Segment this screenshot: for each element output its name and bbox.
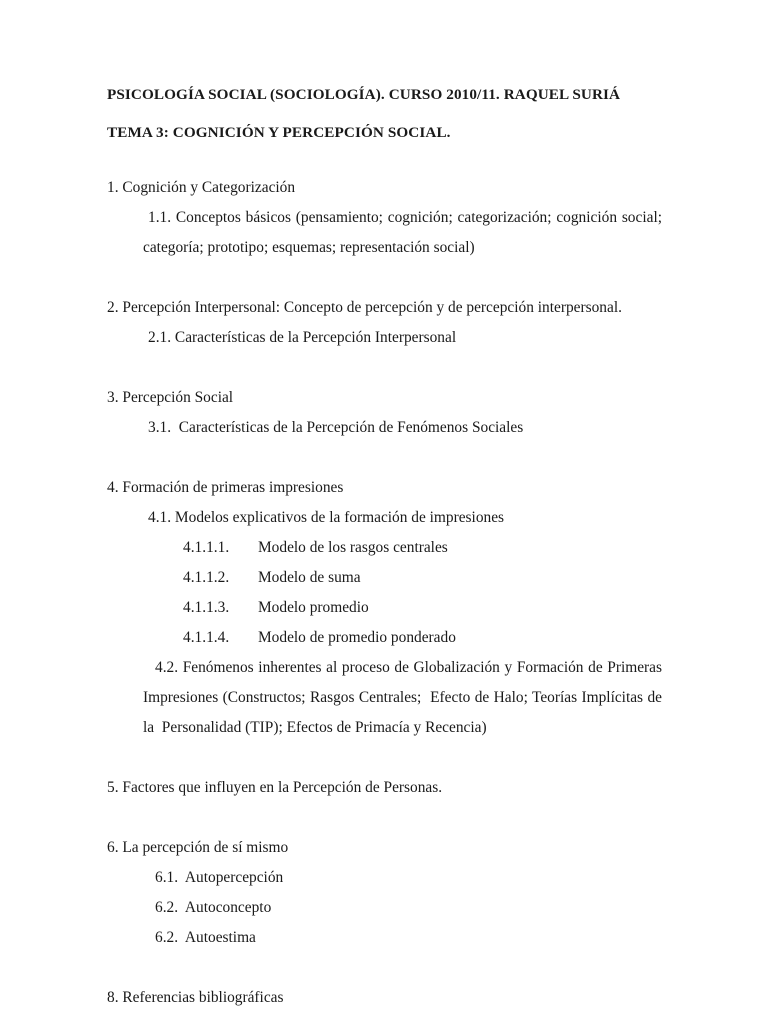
section-1 xyxy=(107,173,666,263)
outline-item xyxy=(183,563,662,593)
spacer xyxy=(107,443,662,473)
outline-item-number: 4.1.1.1. xyxy=(183,539,230,556)
outline-item-label: Modelo de los rasgos centrales xyxy=(258,539,448,556)
outline-item xyxy=(183,593,662,623)
spacer xyxy=(107,953,662,983)
outline-item-number: 4.1.1.4. xyxy=(183,629,230,646)
topic-header: TEMA 3: COGNICIÓN Y PERCEPCIÓN SOCIAL. xyxy=(107,124,451,141)
outline-item-label: Modelo de promedio ponderado xyxy=(258,629,456,646)
subsection: 6.2. Autoestima xyxy=(155,929,256,946)
outline-item-label: Modelo de suma xyxy=(258,569,361,586)
subsection: 6.2. Autoconcepto xyxy=(155,899,272,916)
subsection: 4.1. Modelos explicativos de la formación de impresiones xyxy=(148,509,505,526)
outline-item xyxy=(183,533,662,563)
outline-item-number: 4.1.1.3. xyxy=(183,599,230,616)
spacer xyxy=(107,263,662,293)
section-heading: 3. Percepción Social xyxy=(107,389,234,406)
section-8 xyxy=(107,983,662,1013)
section-heading: 6. La percepción de sí mismo xyxy=(107,839,289,856)
spacer xyxy=(107,803,662,833)
spacer xyxy=(107,105,662,122)
section-paragraph: 1.1. Conceptos básicos (pensamiento; cognición; categorización; cognición social; categoría; prototipo; esquemas; representación social) xyxy=(143,209,666,256)
spacer xyxy=(107,143,662,173)
document-body xyxy=(107,84,666,1013)
subsection: 3.1. Características de la Percepción de Fenómenos Sociales xyxy=(148,419,524,436)
spacer xyxy=(107,743,662,773)
section-3 xyxy=(107,383,662,443)
section-4 xyxy=(107,473,666,743)
section-heading: 1. Cognición y Categorización xyxy=(107,179,296,196)
section-paragraph: 4.2. Fenómenos inherentes al proceso de Globalización y Formación de Primeras Impresiones (Constructos; Rasgos Centrales; Efecto de Halo; Teorías Implícitas de la Personalidad (TIP); Efectos de Primacía y Recencia) xyxy=(143,659,666,736)
subsection: 2.1. Características de la Percepción Interpersonal xyxy=(148,329,457,346)
outline-item-label: Modelo promedio xyxy=(258,599,369,616)
section-heading: 2. Percepción Interpersonal: Concepto de percepción y de percepción interpersonal. xyxy=(107,299,622,316)
subsection: 6.1. Autopercepción xyxy=(155,869,284,886)
course-header: PSICOLOGÍA SOCIAL (SOCIOLOGÍA). CURSO 2010/11. RAQUEL SURIÁ xyxy=(107,86,621,103)
section-heading: 5. Factores que influyen en la Percepción de Personas. xyxy=(107,779,443,796)
section-2 xyxy=(107,293,662,353)
section-5 xyxy=(107,773,662,803)
section-heading: 8. Referencias bibliográficas xyxy=(107,989,284,1006)
section-6 xyxy=(107,833,662,953)
section-heading: 4. Formación de primeras impresiones xyxy=(107,479,344,496)
outline-item xyxy=(183,623,662,653)
outline-item-number: 4.1.1.2. xyxy=(183,569,230,586)
spacer xyxy=(107,353,662,383)
